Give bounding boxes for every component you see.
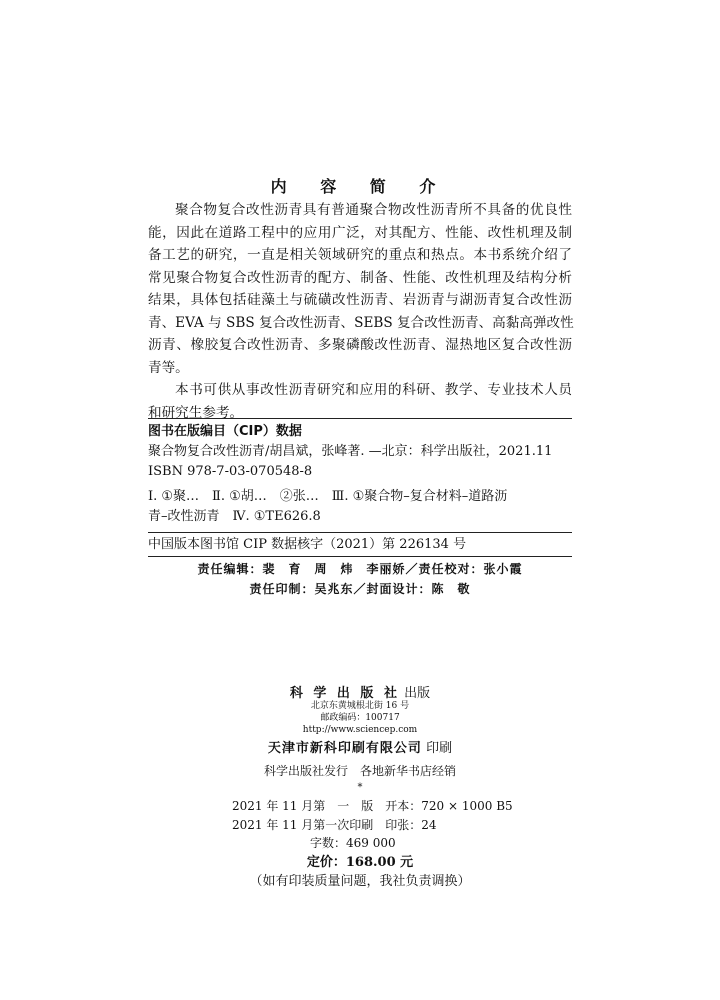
intro-line: 和研究生参考。 [148,404,244,421]
cip-mid-rule [148,532,572,533]
edition-line: 2021 年 11 月第 一 版 开本：720 × 1000 B5 [232,799,513,813]
publisher-name: 科 学 出 版 社 [289,686,400,701]
publisher-url: http://www.sciencep.com [302,725,418,735]
cip-block [148,422,572,482]
staff-line-2: 责任印制：吴兆东／封面设计：陈 敬 [249,582,471,596]
intro-line: 聚合物复合改性沥青具有普通聚合物改性沥青所不具备的优良性 [175,202,572,218]
printer-name: 天津市新科印刷有限公司 [267,741,422,756]
cip-header: 图书在版编目（CIP）数据 [148,424,302,439]
cip-class-line: Ⅰ. ①聚… Ⅱ. ①胡… ②张… Ⅲ. ①聚合物–复合材料–道路沥 [148,489,508,504]
page-title: 内 容 简 介 [270,177,450,196]
intro-line: 沥青、橡胶复合改性沥青、多聚磷酸改性沥青、湿热地区复合改性沥 [148,337,572,353]
publisher-postcode: 邮政编码：100717 [320,713,400,723]
printer-suffix: 印刷 [426,741,453,756]
intro-line: 青、EVA 与 SBS 复合改性沥青、SEBS 复合改性沥青、高黏高弹改性 [148,314,574,331]
printing-line: 2021 年 11 月第一次印刷 印张：24 [232,818,437,832]
cip-top-rule [148,418,572,419]
word-count: 字数：469 000 [310,836,396,850]
printer-line [0,737,720,756]
cip-book: 聚合物复合改性沥青/胡昌斌，张峰著. —北京：科学出版社，2021.11 [148,444,553,459]
quality-note: （如有印装质量问题，我社负责调换） [249,874,471,889]
intro-line: 本书可供从事改性沥青研究和应用的科研、教学、专业技术人员 [175,382,572,398]
cip-bottom-rule [148,556,572,557]
intro-line: 结果，具体包括硅藻土与硫磺改性沥青、岩沥青与湖沥青复合改性沥 [148,292,572,308]
cip-record-block [148,535,572,555]
cip-isbn: ISBN 978-7-03-070548-8 [148,464,313,479]
publisher-address: 北京东黄城根北街 16 号 [310,701,410,711]
separator-star: * [357,782,363,793]
cip-class-line: 青–改性沥青 Ⅳ. ①TE626.8 [148,509,321,524]
intro-line: 青等。 [148,359,189,376]
intro-line: 常见聚合物复合改性沥青的配方、制备、性能、改性机理及结构分析 [148,269,572,286]
publisher-line [0,682,720,701]
cip-classification [148,487,572,527]
staff-line-1: 责任编辑：裴 育 周 炜 李丽娇／责任校对：张小霞 [197,562,523,576]
intro-line: 能，因此在道路工程中的应用广泛，对其配方、性能、改性机理及制 [148,224,572,241]
price: 定价：168.00 元 [306,855,414,870]
intro-line: 备工艺的研究，一直是相关领域研究的重点和热点。本书系统介绍了 [148,247,572,263]
distribution: 科学出版社发行 各地新华书店经销 [263,764,456,778]
publisher-suffix: 出版 [404,686,431,701]
cip-record: 中国版本图书馆 CIP 数据核字（2021）第 226134 号 [148,537,467,552]
intro-paragraph-1 [148,199,572,424]
